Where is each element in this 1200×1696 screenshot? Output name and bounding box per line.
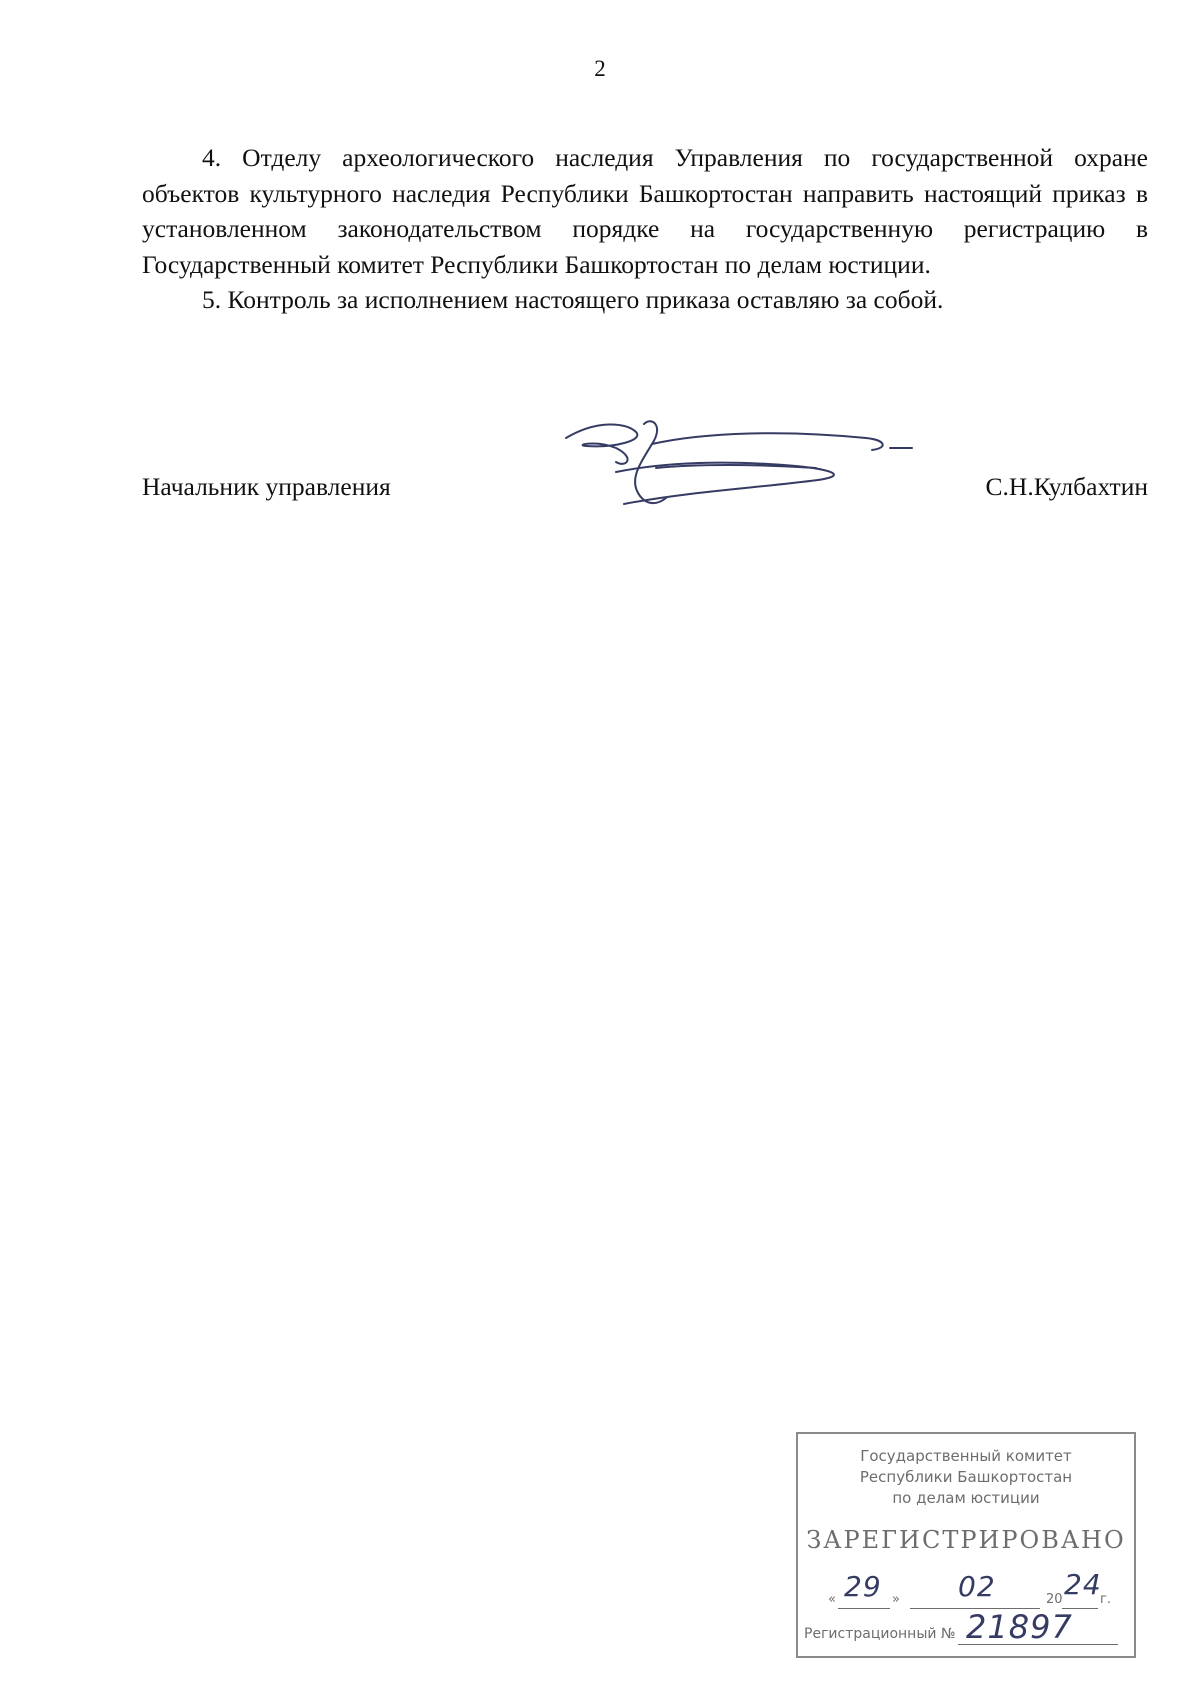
- stamp-registration-line: [958, 1644, 1118, 1645]
- stamp-organization: [798, 1446, 1134, 1509]
- stamp-date-row: [828, 1568, 1118, 1612]
- registration-stamp: [796, 1432, 1136, 1658]
- stamp-day-line: [838, 1608, 890, 1609]
- signer-title: Начальник управления: [142, 472, 391, 501]
- stamp-quote-close: »: [892, 1592, 900, 1607]
- stamp-month: 02: [958, 1570, 996, 1603]
- handwritten-signature: [556, 418, 916, 524]
- signer-name: С.Н.Кулбахтин: [985, 472, 1148, 501]
- stamp-registered-label: ЗАРЕГИСТРИРОВАНО: [806, 1526, 1126, 1554]
- stamp-registration-label: Регистрационный №: [804, 1626, 956, 1642]
- stamp-day: 29: [844, 1570, 882, 1603]
- stamp-year-prefix: 20: [1046, 1592, 1063, 1607]
- stamp-org-line-2: Республики Башкортостан: [859, 1468, 1073, 1486]
- paragraph-4: 4. Отделу археологического наследия Управления по государственной охране объектов культурного наследия Республики Башкортостан направить настоящий приказ в установленном законодательством порядке на государственную регистрацию в Государственный комитет Республики Башкортостан по делам юстиции.: [142, 143, 1148, 279]
- stamp-org-line-3: по делам юстиции: [892, 1489, 1040, 1507]
- paragraph-5: 5. Контроль за исполнением настоящего приказа оставляю за собой.: [202, 285, 944, 314]
- stamp-registration-number: 21897: [966, 1608, 1073, 1646]
- stamp-year-unit: г.: [1100, 1592, 1111, 1607]
- stamp-quote-open: «: [828, 1592, 836, 1607]
- stamp-year-suffix: 24: [1064, 1568, 1102, 1601]
- page-number: 2: [594, 56, 606, 81]
- stamp-org-line-1: Государственный комитет: [860, 1447, 1072, 1465]
- document-body: [142, 140, 1148, 318]
